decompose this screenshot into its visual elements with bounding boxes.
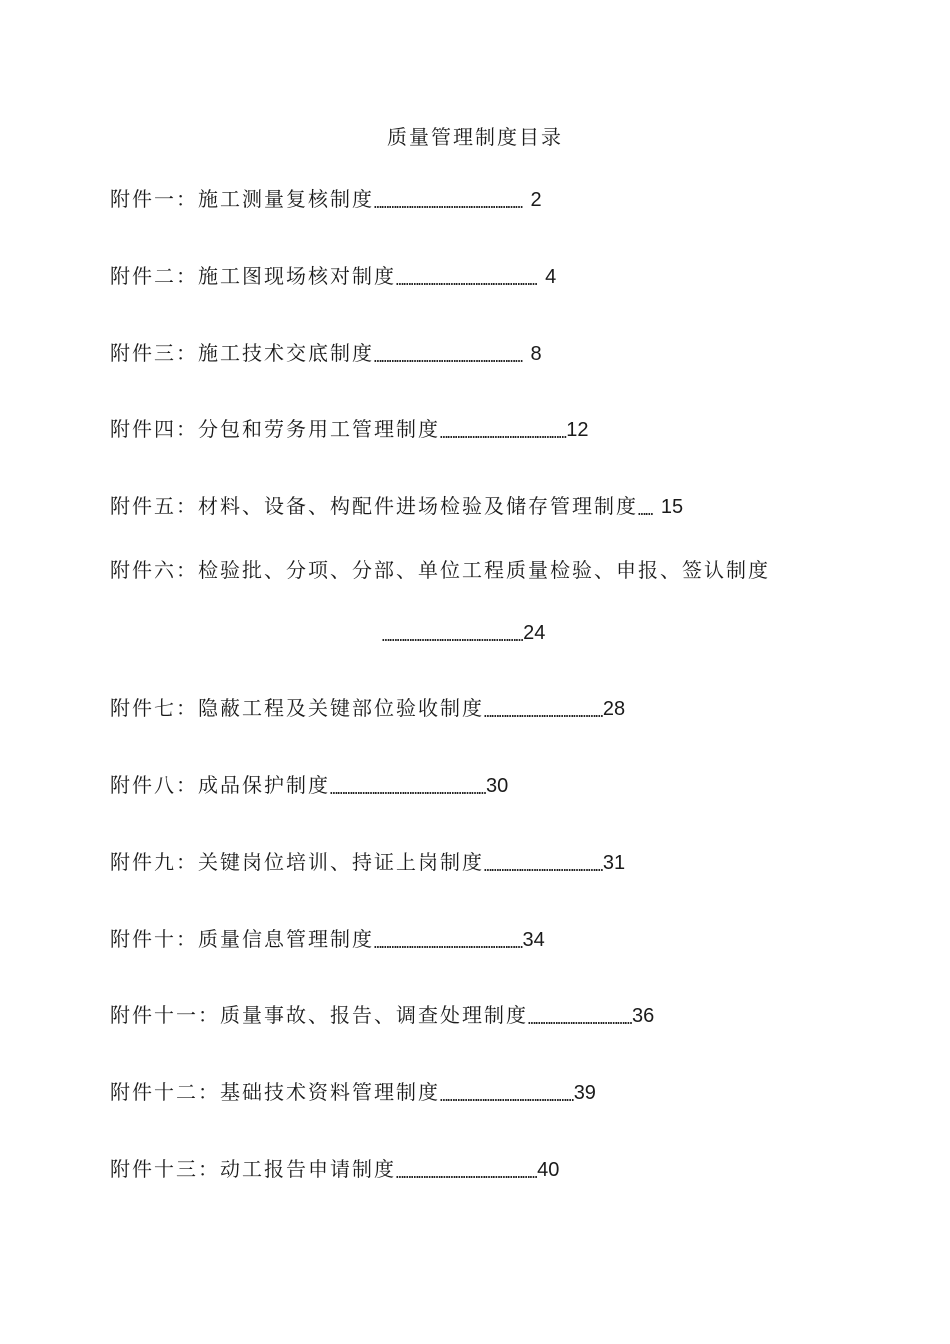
toc-page-number: 36 (631, 1005, 655, 1027)
toc-page-number: 24 (523, 622, 546, 644)
toc-entry-label: 附件七：隐蔽工程及关键部位验收制度 (110, 696, 484, 720)
toc-leader-dots: …… (638, 504, 653, 519)
toc-entry-label: 附件十二：基础技术资料管理制度 (110, 1080, 440, 1104)
toc-entry-label: 附件五：材料、设备、构配件进场检验及储存管理制度 (110, 494, 638, 518)
toc-entry[interactable] (110, 186, 542, 212)
toc-leader-dots: ………………………………………… (484, 706, 603, 721)
toc-leader-dots: ……………………………………………… (440, 1090, 574, 1105)
toc-entry[interactable] (110, 926, 545, 952)
toc-entry-label: 附件二：施工图现场核对制度 (110, 264, 396, 288)
toc-entry[interactable] (110, 340, 542, 366)
toc-leader-dots: …………………………………… (528, 1013, 632, 1028)
toc-entry-label: 附件三：施工技术交底制度 (110, 341, 374, 365)
toc-page-number: 40 (537, 1159, 560, 1181)
toc-leader-dots: ………………………………………………… (396, 1167, 538, 1182)
toc-entry-label: 附件十三：动工报告申请制度 (110, 1157, 396, 1181)
toc-page-number: 8 (530, 343, 542, 365)
toc-entry-label: 附件八：成品保护制度 (110, 773, 330, 797)
toc-page-number: 15 (660, 496, 684, 518)
toc-entry-continuation[interactable] (382, 619, 545, 645)
page-title: 质量管理制度目录 (387, 125, 563, 149)
toc-page-number: 28 (602, 698, 626, 720)
toc-entry[interactable] (110, 695, 625, 721)
toc-entry[interactable] (110, 1079, 596, 1105)
toc-entry-label: 附件十：质量信息管理制度 (110, 927, 374, 951)
toc-page-number: 2 (530, 189, 542, 211)
toc-entry-label: 附件六：检验批、分项、分部、单位工程质量检验、申报、签认制度 (110, 558, 770, 582)
toc-entry[interactable] (110, 1002, 654, 1028)
toc-entry[interactable] (110, 416, 589, 442)
toc-leader-dots: ………………………………………………… (382, 630, 524, 645)
toc-entry[interactable] (110, 557, 770, 583)
toc-leader-dots: …………………………………………………… (374, 197, 523, 212)
toc-entry-label: 附件一：施工测量复核制度 (110, 187, 374, 211)
toc-leader-dots: ………………………………………………… (396, 274, 538, 289)
toc-page-number: 31 (602, 852, 626, 874)
toc-entry[interactable] (110, 493, 683, 519)
toc-page-number: 39 (573, 1082, 596, 1104)
toc-leader-dots: ……………………………………………………… (330, 783, 486, 798)
toc-entry[interactable] (110, 263, 556, 289)
toc-entry-label: 附件十一：质量事故、报告、调查处理制度 (110, 1003, 528, 1027)
toc-entry[interactable] (110, 1156, 559, 1182)
toc-page-number: 12 (566, 419, 589, 441)
toc-entry[interactable] (110, 772, 508, 798)
toc-page-number: 34 (522, 929, 545, 951)
toc-entry-label: 附件九：关键岗位培训、持证上岗制度 (110, 850, 484, 874)
toc-page-number: 30 (485, 775, 509, 797)
toc-entry[interactable] (110, 849, 625, 875)
toc-entry-label: 附件四：分包和劳务用工管理制度 (110, 417, 440, 441)
toc-leader-dots: …………………………………………… (440, 427, 567, 442)
toc-page-number: 4 (545, 266, 557, 288)
toc-leader-dots: …………………………………………………… (374, 351, 523, 366)
toc-leader-dots: …………………………………………………… (374, 937, 523, 952)
toc-leader-dots: ………………………………………… (484, 860, 603, 875)
